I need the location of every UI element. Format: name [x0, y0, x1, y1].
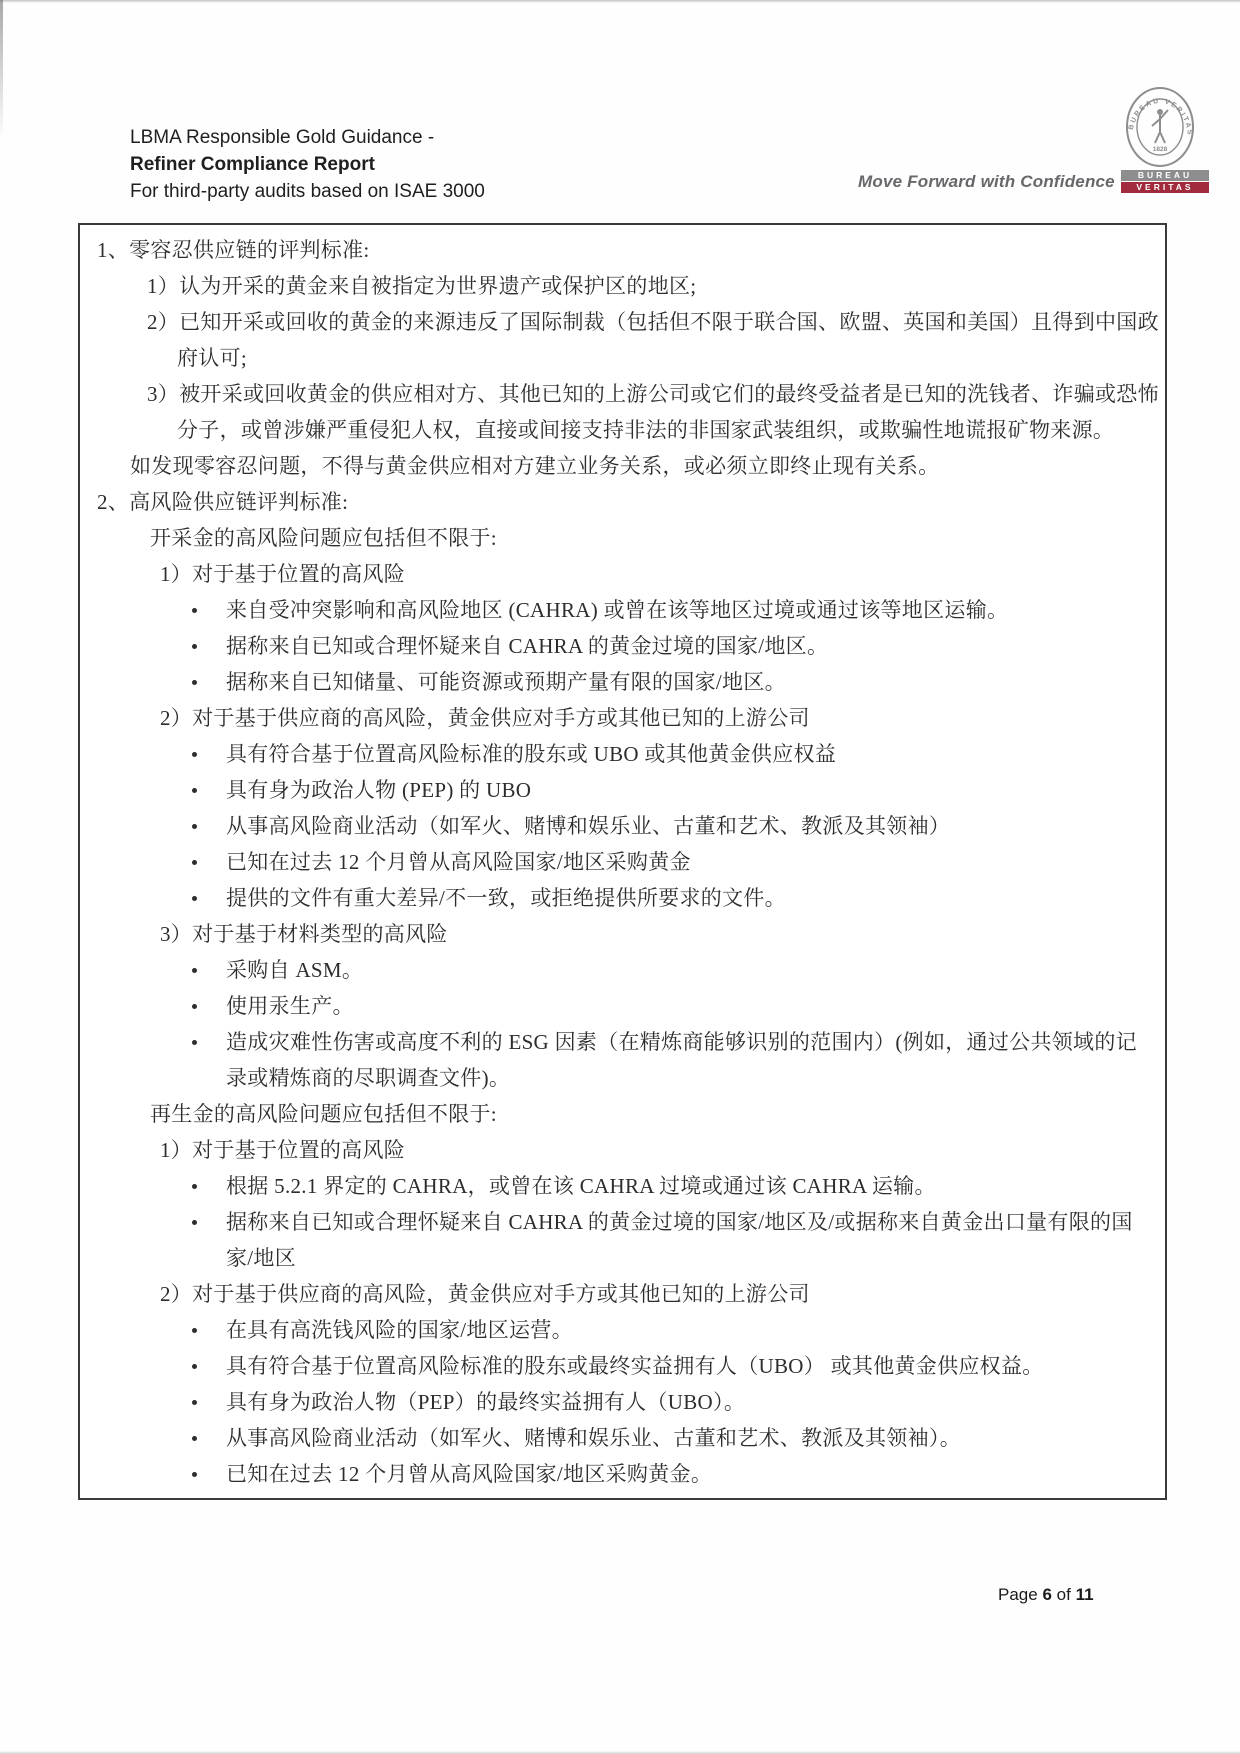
- bullet-item: [80, 808, 1165, 844]
- bullet-icon: [192, 608, 197, 613]
- bullet-text: 具有符合基于位置高风险标准的股东或最终实益拥有人（UBO） 或其他黄金供应权益。: [226, 1354, 1044, 1378]
- document-line: 开采金的高风险问题应包括但不限于:: [150, 526, 497, 550]
- bullet-text: 具有符合基于位置高风险标准的股东或 UBO 或其他黄金供应权益: [226, 742, 837, 766]
- bullet-text: 造成灾难性伤害或高度不利的 ESG 因素（在精炼商能够识别的范围内）(例如，通过公共领域的记: [226, 1030, 1137, 1054]
- document-line: 1、零容忍供应链的评判标准:: [97, 238, 370, 262]
- document-line: 如发现零容忍问题，不得与黄金供应相对方建立业务关系，或必须立即终止现有关系。: [130, 454, 940, 478]
- document-line: 2）已知开采或回收的黄金的来源违反了国际制裁（包括但不限于联合国、欧盟、英国和美国）且得到中国政: [147, 310, 1159, 334]
- bullet-icon: [192, 1040, 197, 1045]
- bullet-text: 据称来自已知储量、可能资源或预期产量有限的国家/地区。: [226, 670, 786, 694]
- bullet-icon: [192, 1220, 197, 1225]
- bullet-text: 已知在过去 12 个月曾从高风险国家/地区采购黄金。: [226, 1462, 713, 1486]
- bullet-item: [80, 664, 1165, 700]
- document-line: 3）被开采或回收黄金的供应相对方、其他已知的上游公司或它们的最终受益者是已知的洗钱者、诈骗或恐怖: [147, 382, 1159, 406]
- bullet-icon: [192, 824, 197, 829]
- bullet-item: [80, 1456, 1165, 1492]
- document-line: 府认可;: [177, 346, 248, 370]
- bullet-text: 来自受冲突影响和高风险地区 (CAHRA) 或曾在该等地区过境或通过该等地区运输。: [226, 598, 1009, 622]
- header-title-line1: LBMA Responsible Gold Guidance -: [130, 127, 435, 148]
- footer-page-word: Page: [998, 1585, 1038, 1604]
- bullet-text: 具有身为政治人物 (PEP) 的 UBO: [226, 778, 532, 802]
- document-line: 家/地区: [226, 1246, 297, 1270]
- bullet-icon: [192, 680, 197, 685]
- bullet-text: 已知在过去 12 个月曾从高风险国家/地区采购黄金: [226, 850, 691, 874]
- footer-of-word: of: [1056, 1585, 1071, 1604]
- bureau-veritas-wordmark: [1121, 170, 1209, 194]
- scan-artifact-left-edge: [0, 0, 3, 140]
- bullet-icon: [192, 752, 197, 757]
- bureau-veritas-emblem-icon: [1124, 86, 1196, 168]
- logo-bar-bureau: BUREAU: [1121, 170, 1209, 181]
- emblem-arc-text: BUREAU VERITAS: [1127, 97, 1194, 137]
- bullet-icon: [192, 1472, 197, 1477]
- bullet-icon: [192, 644, 197, 649]
- logo-bar-veritas: VERITAS: [1121, 182, 1209, 193]
- bullet-text: 采购自 ASM。: [226, 958, 364, 982]
- bullet-text: 从事高风险商业活动（如军火、赌博和娱乐业、古董和艺术、教派及其领袖）。: [226, 1426, 961, 1450]
- bullet-icon: [192, 1436, 197, 1441]
- footer-page-number: 6: [1042, 1585, 1052, 1604]
- document-line: 分子，或曾涉嫌严重侵犯人权，直接或间接支持非法的非国家武装组织，或欺骗性地谎报矿物来源。: [177, 418, 1115, 442]
- document-line: 2、高风险供应链评判标准:: [97, 490, 349, 514]
- bullet-icon: [192, 1184, 197, 1189]
- bullet-text: 从事高风险商业活动（如军火、赌博和娱乐业、古董和艺术、教派及其领袖）: [226, 814, 951, 838]
- header-title-line3: For third-party audits based on ISAE 3000: [130, 181, 485, 202]
- document-line: 3）对于基于材料类型的高风险: [160, 922, 448, 946]
- bullet-text: 据称来自已知或合理怀疑来自 CAHRA 的黄金过境的国家/地区。: [226, 634, 829, 658]
- document-line: 再生金的高风险问题应包括但不限于:: [150, 1102, 497, 1126]
- emblem-figure-icon: [1152, 109, 1168, 143]
- bullet-item: [80, 952, 1165, 988]
- bullet-item: [80, 1204, 1165, 1240]
- bullet-item: [80, 628, 1165, 664]
- scan-artifact-top-edge: [0, 0, 1240, 3]
- bullet-text: 根据 5.2.1 界定的 CAHRA，或曾在该 CAHRA 过境或通过该 CAHRA 运输。: [226, 1174, 936, 1198]
- bullet-item: [80, 592, 1165, 628]
- document-line: 2）对于基于供应商的高风险，黄金供应对手方或其他已知的上游公司: [160, 706, 810, 730]
- bullet-item: [80, 844, 1165, 880]
- bullet-icon: [192, 788, 197, 793]
- bullet-icon: [192, 896, 197, 901]
- bullet-item: [80, 1420, 1165, 1456]
- bullet-item: [80, 1384, 1165, 1420]
- bullet-item: [80, 1024, 1165, 1060]
- bullet-icon: [192, 1328, 197, 1333]
- bullet-item: [80, 1168, 1165, 1204]
- bullet-text: 具有身为政治人物（PEP）的最终实益拥有人（UBO）。: [226, 1390, 746, 1414]
- report-header: [130, 124, 485, 205]
- bullet-item: [80, 772, 1165, 808]
- bullet-item: [80, 736, 1165, 772]
- document-line: 2）对于基于供应商的高风险，黄金供应对手方或其他已知的上游公司: [160, 1282, 810, 1306]
- bullet-item: [80, 988, 1165, 1024]
- bullet-item: [80, 1348, 1165, 1384]
- bullet-icon: [192, 1364, 197, 1369]
- document-line: 1）对于基于位置的高风险: [160, 1138, 406, 1162]
- document-line: 1）认为开采的黄金来自被指定为世界遗产或保护区的地区;: [147, 274, 697, 298]
- footer-page-total: 11: [1075, 1585, 1094, 1604]
- bullet-text: 据称来自已知或合理怀疑来自 CAHRA 的黄金过境的国家/地区及/或据称来自黄金出口量有限的国: [226, 1210, 1133, 1234]
- brand-tagline: Move Forward with Confidence: [858, 172, 1115, 191]
- document-line: 录或精炼商的尽职调查文件)。: [226, 1066, 511, 1090]
- bullet-item: [80, 880, 1165, 916]
- bullet-text: 在具有高洗钱风险的国家/地区运营。: [226, 1318, 573, 1342]
- emblem-year: 1828: [1152, 146, 1168, 153]
- bullet-icon: [192, 1004, 197, 1009]
- document-line: 1）对于基于位置的高风险: [160, 562, 406, 586]
- bullet-text: 提供的文件有重大差异/不一致，或拒绝提供所要求的文件。: [226, 886, 786, 910]
- bullet-icon: [192, 860, 197, 865]
- bullet-icon: [192, 1400, 197, 1405]
- bullet-item: [80, 1312, 1165, 1348]
- bullet-text: 使用汞生产。: [226, 994, 354, 1018]
- header-title-line2: Refiner Compliance Report: [130, 154, 375, 175]
- bullet-icon: [192, 968, 197, 973]
- page-number-footer: [998, 1585, 1094, 1605]
- document-body: [78, 223, 1167, 1500]
